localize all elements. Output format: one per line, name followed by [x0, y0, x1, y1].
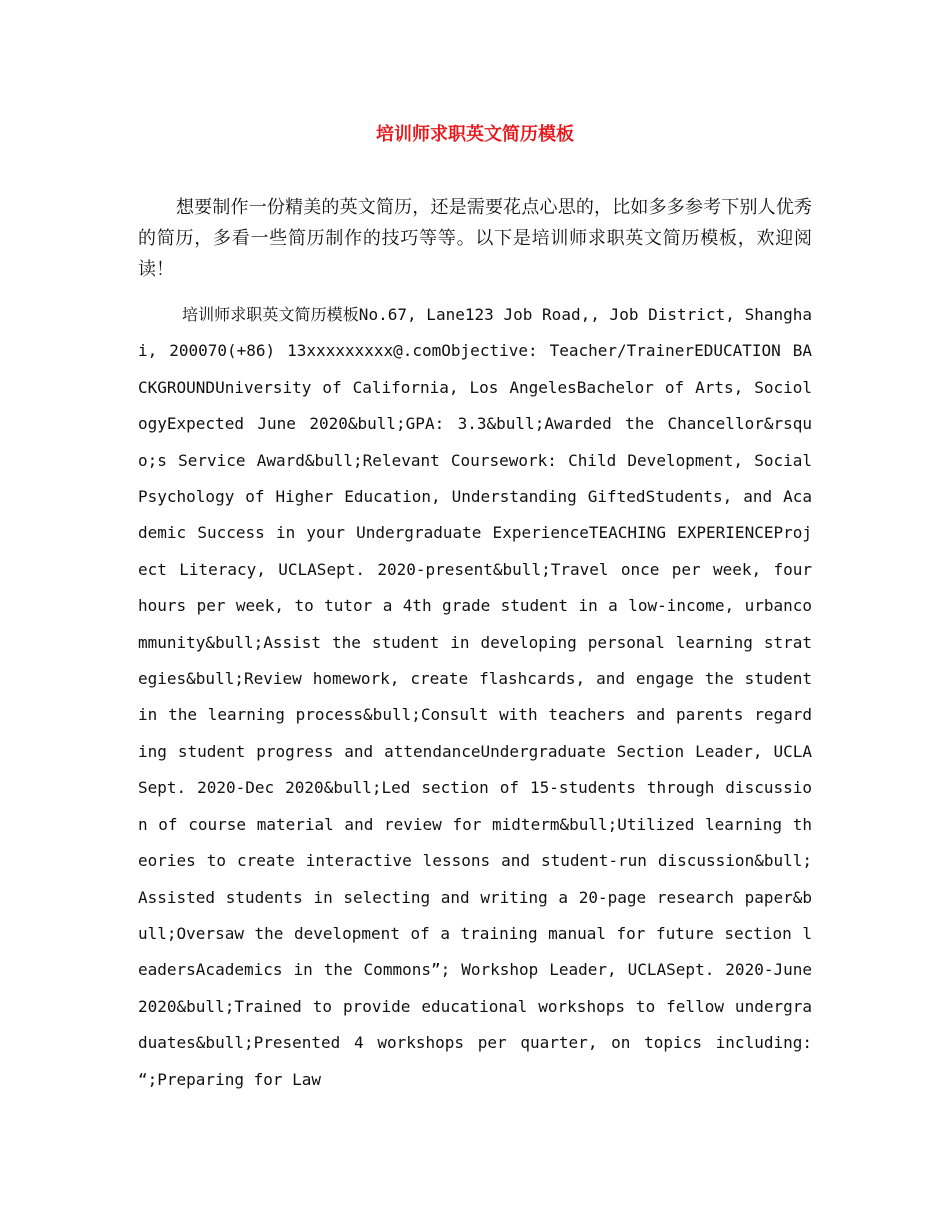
- resume-body-paragraph: 培训师求职英文简历模板No.67, Lane123 Job Road,, Job District, Shanghai, 200070(+86) 13xxxxxxxxx@.comObjective: Teacher/TrainerEDUCATION BACKGROUNDUniversity of California, Los AngelesBachelor of Arts, SociologyExpected June 2020&bull;GPA: 3.3&bull;Awarded the Chancellor&rsquo;s Service Award&bull;Relevant Coursework: Child Development, Social Psychology of Higher Education, Understanding GiftedStudents, and Academic Success in your Undergraduate ExperienceTEACHING EXPERIENCEProject Literacy, UCLASept. 2020-present&bull;Travel once per week, four hours per week, to tutor a 4th grade student in a low-income, urbancommunity&bull;Assist the student in developing personal learning strategies&bull;Review homework, create flashcards, and engage the student in the learning process&bull;Consult with teachers and parents regarding student progress and attendanceUndergraduate Section Leader, UCLASept. 2020-Dec 2020&bull;Led section of 15-students through discussion of course material and review for midterm&bull;Utilized learning theories to create interactive lessons and student-run discussion&bull;Assisted students in selecting and writing a 20-page research paper&bull;Oversaw the development of a training manual for future section leadersAcademics in the Commons”; Workshop Leader, UCLASept. 2020-June 2020&bull;Trained to provide educational workshops to fellow undergraduates&bull;Presented 4 workshops per quarter, on topics including: “;Preparing for Law: [138, 305, 812, 1089]
- intro-paragraph: 想要制作一份精美的英文简历，还是需要花点心思的，比如多多参考下别人优秀的简历，多看一些简历制作的技巧等等。以下是培训师求职英文简历模板，欢迎阅读！: [138, 197, 812, 280]
- document-title: 培训师求职英文简历模板: [376, 124, 574, 145]
